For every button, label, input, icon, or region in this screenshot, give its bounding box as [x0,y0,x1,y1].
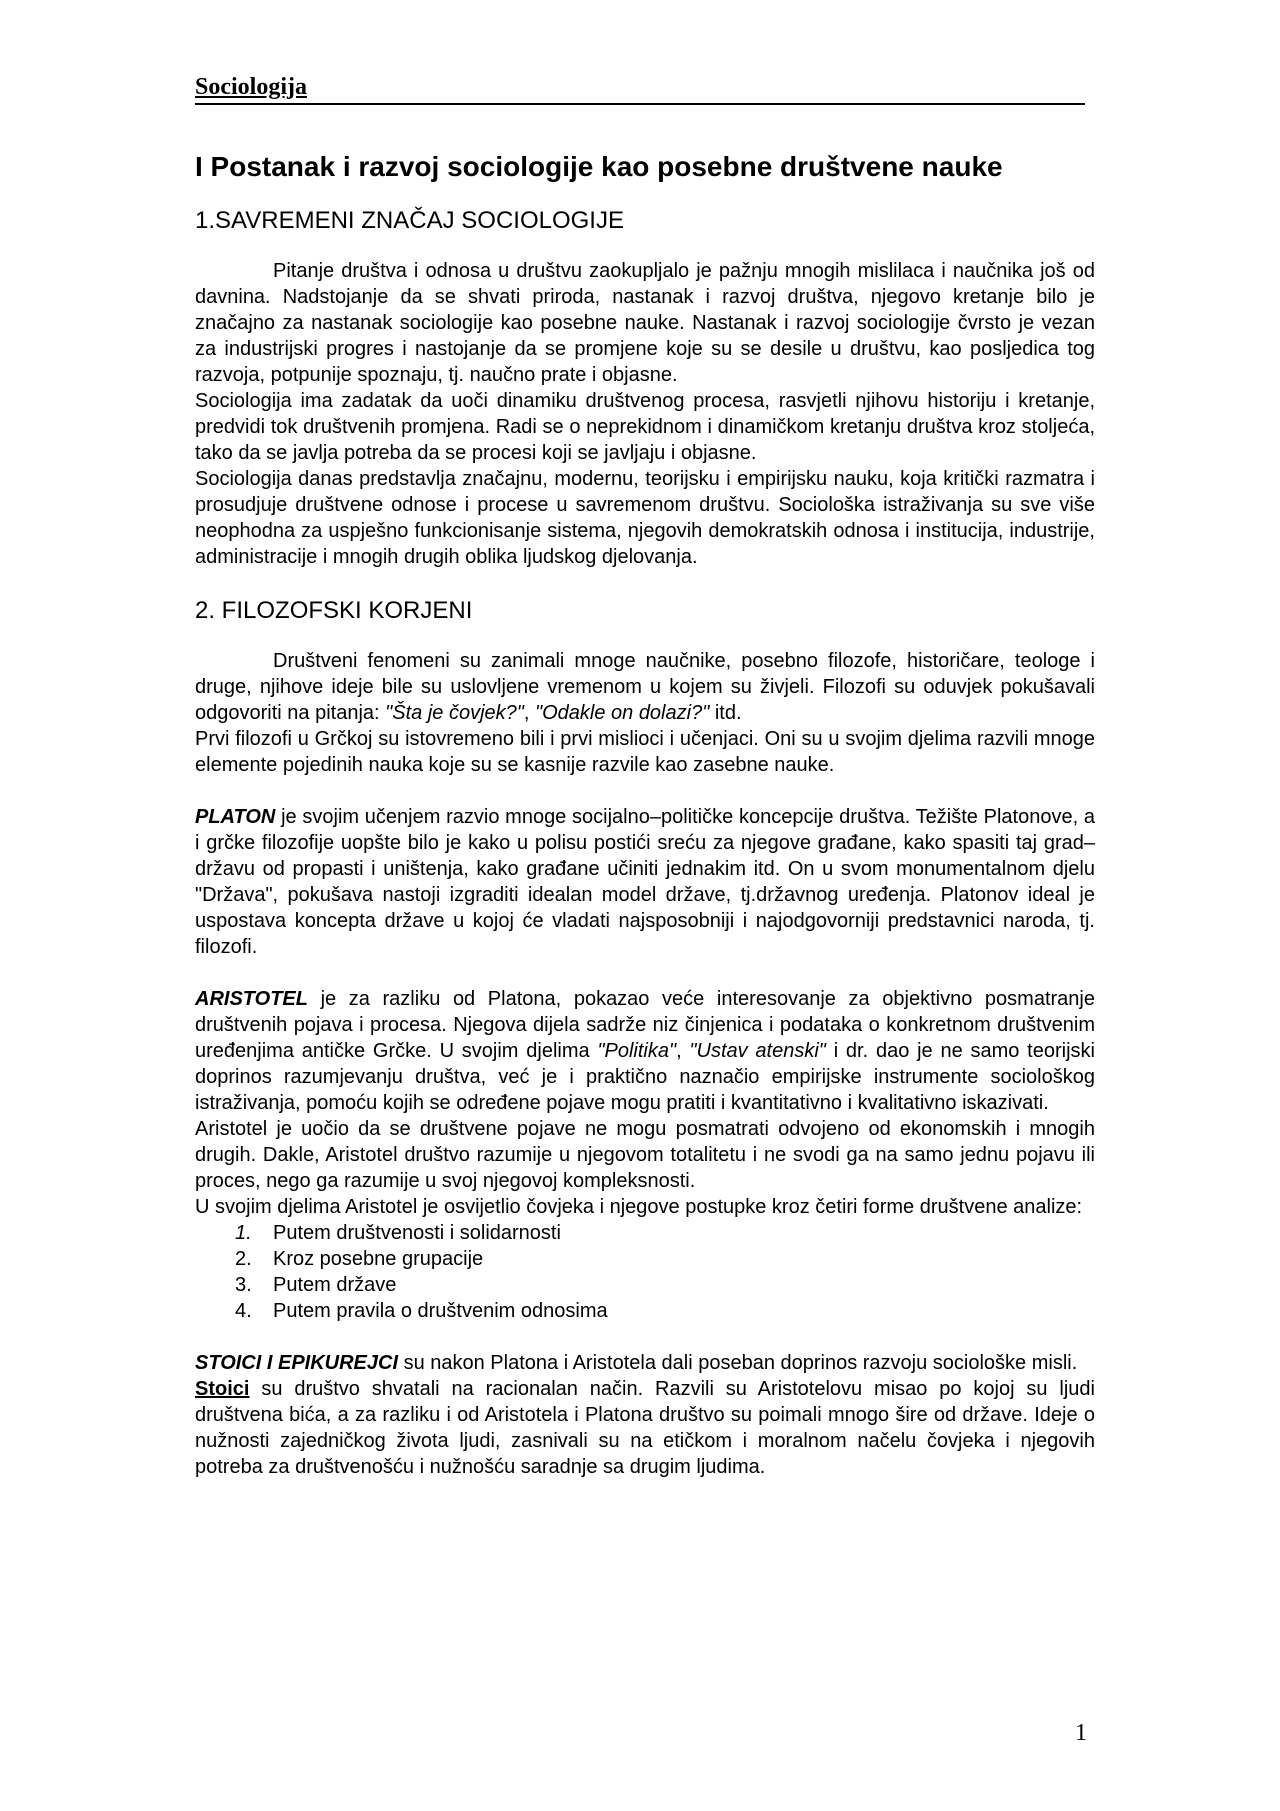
stoici-name: STOICI I EPIKUREJCI [195,1352,399,1374]
list-item: 3. Putem države [235,1274,397,1296]
paragraph: Sociologija danas predstavlja značajnu, modernu, teorijsku i empirijsku nauku, koja kritički razmatra i prosudjuje društvene odnose i procese u savremenom društvu. Sociološka istraživanja su sve više neophodna za uspješno funkcionisanje sistema, njegovih demokratskih odnosa i institucija, industrije, administracije i mnogih drugih oblika ljudskog djelovanja. [195,468,1095,568]
list-item: 1. Putem društvenosti i solidarnosti [235,1222,561,1244]
list-item: 4. Putem pravila o društvenim odnosima [235,1300,608,1322]
paragraph: Aristotel je uočio da se društvene pojave ne mogu posmatrati odvojeno od ekonomskih i mnogih drugih. Dakle, Aristotel društvo razumije u njegovom totalitetu i ne svodi ga na samo jednu pojavu ili proces, nego ga razumije u svoj njegovoj kompleksnosti. [195,1118,1095,1192]
document-page [195,0,1095,1811]
analysis-forms-list [195,1220,1095,1324]
page-number: 1 [1075,1720,1087,1746]
paragraph: Pitanje društva i odnosa u društvu zaokupljalo je pažnju mnogih mislilaca i naučnika još od davnina. Nadstojanje da se shvati priroda, nastanak i razvoj društva, njegovo kretanje bilo je značajno za nastanak sociologije kao posebne nauke. Nastanak i razvoj sociologije čvrsto je vezan za industrijski progres i nastojanje da se promjene koje su se desile u društvu, kao posljedica tog razvoja, potpunije spoznaju, tj. naučno prate i objasne. [195,260,1095,386]
paragraph-platon: PLATON je svojim učenjem razvio mnoge socijalno–političke koncepcije društva. Težište Platonove, a i grčke filozofije uopšte bilo je kako u polisu postići sreću za njegove građane, kako spasiti taj grad–državu od propasti i uništenja, kako građane učiniti jednakim itd. On u svom monumentalnom djelu "Država", pokušava nastoji izgraditi idealan model države, tj.državnog uređenja. Platonov ideal je uspostava koncepta države u kojoj će vladati najsposobniji i najodgovorniji predstavnici naroda, tj. filozofi. [195,806,1095,958]
document-body [195,150,1095,1480]
paragraph: Društveni fenomeni su zanimali mnoge naučnike, posebno filozofe, historičare, teologe i druge, njihove ideje bile su uslovljene vremenom u kojem su živjeli. Filozofi su oduvjek pokušavali odgovoriti na pitanja: "Šta je čovjek?", "Odakle on dolazi?" itd. [195,650,1095,724]
paragraph-aristotel: ARISTOTEL je za razliku od Platona, pokazao veće interesovanje za objektivno posmatranje društvenih pojava i procesa. Njegova dijela sadrže niz činjenica i podataka o konkretnom društvenim uređenjima antičke Grčke. U svojim djelima "Politika", "Ustav atenski" i dr. dao je ne samo teorijski doprinos razumjevanju društva, već je i praktično naznačio empirijske instrumente sociološkog istraživanja, pomoću kojih se određene pojave mogu pratiti i kvantitativno i kvalitativno iskazivati. [195,988,1095,1114]
paragraph: Stoici su društvo shvatali na racionalan način. Razvili su Aristotelovu misao po kojoj su ljudi društvena bića, a za razliku i od Aristotela i Platona društvo su poimali mnogo šire od države. Ideje o nužnosti zajedničkog života ljudi, zasnivali su na etičkom i moralnom načelu čovjeka i njegovih potreba za društvenošću i nužnošću saradnje sa drugim ljudima. [195,1378,1095,1478]
aristotel-name: ARISTOTEL [195,988,308,1010]
paragraph: Prvi filozofi u Grčkoj su istovremeno bili i prvi mislioci i učenjaci. Oni su u svojim djelima razvili mnoge elemente pojedinih nauka koje su se kasnije razvile kao zasebne nauke. [195,728,1095,776]
work-title: "Politika" [597,1040,677,1062]
list-item: 2. Kroz posebne grupacije [235,1248,484,1270]
running-header: Sociologija [195,72,1085,105]
paragraph: Sociologija ima zadatak da uoči dinamiku društvenog procesa, rasvjetli njihovu historiju i kretanje, predvidi tok društvenih promjena. Radi se o neprekidnom i dinamičkom kretanju društva kroz stoljeća, tako da se javlja potreba da se procesi koji se javljaju i objasne. [195,390,1095,464]
question-quote: "Odakle on dolazi?" [534,702,710,724]
paragraph-stoici: STOICI I EPIKUREJCI su nakon Platona i Aristotela dali poseban doprinos razvoju sociološke misli. [195,1352,1078,1374]
stoici-label: Stoici [195,1378,250,1400]
section-heading-1: 1.SAVREMENI ZNAČAJ SOCIOLOGIJE [195,207,624,234]
paragraph: U svojim djelima Aristotel je osvijetlio čovjeka i njegove postupke kroz četiri forme društvene analize: [195,1196,1083,1218]
work-title: "Ustav atenski" [689,1040,826,1062]
chapter-title: I Postanak i razvoj sociologije kao posebne društvene nauke [195,151,1003,182]
platon-name: PLATON [195,806,276,828]
section-heading-2: 2. FILOZOFSKI KORJENI [195,597,473,624]
question-quote: "Šta je čovjek?" [385,702,524,724]
